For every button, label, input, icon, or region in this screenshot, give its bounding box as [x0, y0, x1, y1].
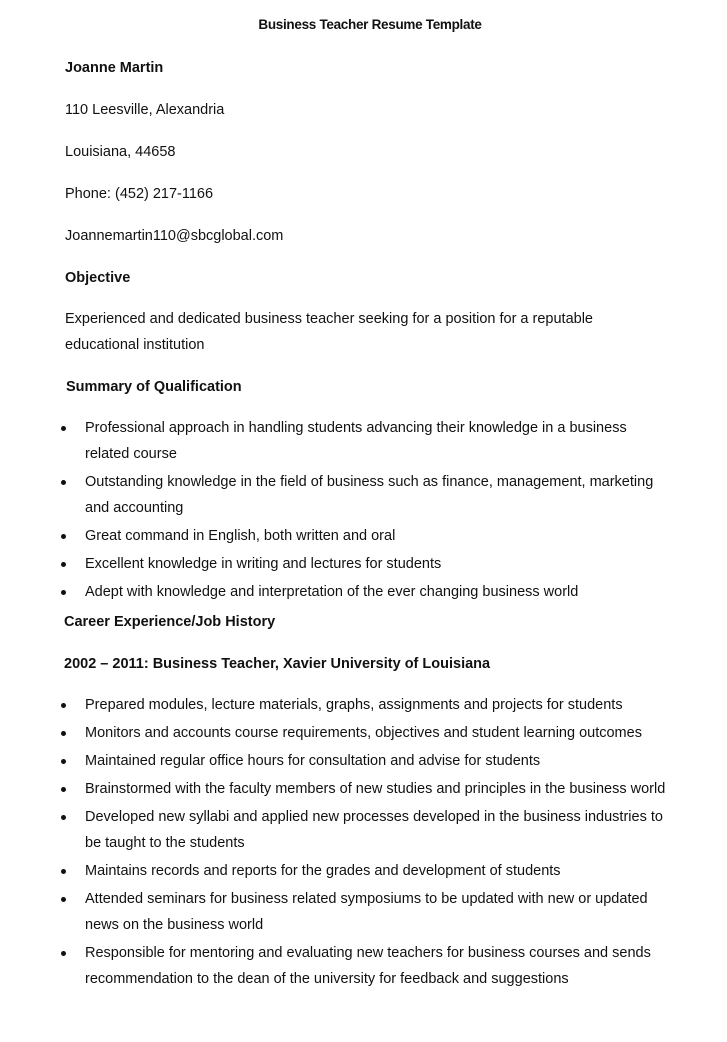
job-title: 2002 – 2011: Business Teacher, Xavier University of Louisiana	[64, 656, 491, 672]
bullet-icon	[61, 534, 66, 539]
summary-heading: Summary of Qualification	[66, 379, 242, 395]
bullet-icon	[61, 815, 66, 820]
bullet-icon	[61, 562, 66, 567]
list-item: Responsible for mentoring and evaluating new teachers for business courses and sends recommendation to the dean of the university for feedback and suggestions	[0, 940, 675, 992]
list-item: Outstanding knowledge in the field of business such as finance, management, marketing and accounting	[0, 469, 675, 521]
phone-number: Phone: (452) 217-1166	[65, 186, 214, 202]
bullet-icon	[61, 703, 66, 708]
document-title: Business Teacher Resume Template	[258, 17, 482, 32]
list-item: Excellent knowledge in writing and lectures for students	[0, 551, 675, 577]
bullet-icon	[61, 759, 66, 764]
list-item: Maintains records and reports for the grades and development of students	[0, 858, 675, 884]
list-item: Prepared modules, lecture materials, graphs, assignments and projects for students	[0, 692, 675, 718]
candidate-name: Joanne Martin	[65, 60, 164, 76]
list-item: Maintained regular office hours for consultation and advise for students	[0, 748, 675, 774]
objective-heading: Objective	[65, 270, 131, 286]
bullet-icon	[61, 951, 66, 956]
list-item: Professional approach in handling students advancing their knowledge in a business related course	[0, 415, 675, 467]
list-item: Developed new syllabi and applied new processes developed in the business industries to be taught to the students	[0, 804, 675, 856]
bullet-icon	[61, 480, 66, 485]
list-item: Great command in English, both written and oral	[0, 523, 675, 549]
bullet-icon	[61, 590, 66, 595]
list-item: Brainstormed with the faculty members of new studies and principles in the business world	[0, 776, 675, 802]
list-item: Adept with knowledge and interpretation of the ever changing business world	[0, 579, 675, 605]
list-item: Attended seminars for business related symposiums to be updated with new or updated news on the business world	[0, 886, 675, 938]
bullet-icon	[61, 731, 66, 736]
summary-list	[0, 415, 675, 605]
objective-text: Experienced and dedicated business teacher seeking for a position for a reputable educational institution	[65, 311, 593, 353]
bullet-icon	[61, 897, 66, 902]
bullet-icon	[61, 787, 66, 792]
email-address: Joannemartin110@sbcglobal.com	[65, 228, 284, 244]
address-line-1: 110 Leesville, Alexandria	[65, 102, 225, 118]
career-list	[0, 692, 675, 992]
address-line-2: Louisiana, 44658	[65, 144, 176, 160]
bullet-icon	[61, 426, 66, 431]
list-item: Monitors and accounts course requirements, objectives and student learning outcomes	[0, 720, 675, 746]
career-heading: Career Experience/Job History	[64, 614, 276, 630]
bullet-icon	[61, 869, 66, 874]
